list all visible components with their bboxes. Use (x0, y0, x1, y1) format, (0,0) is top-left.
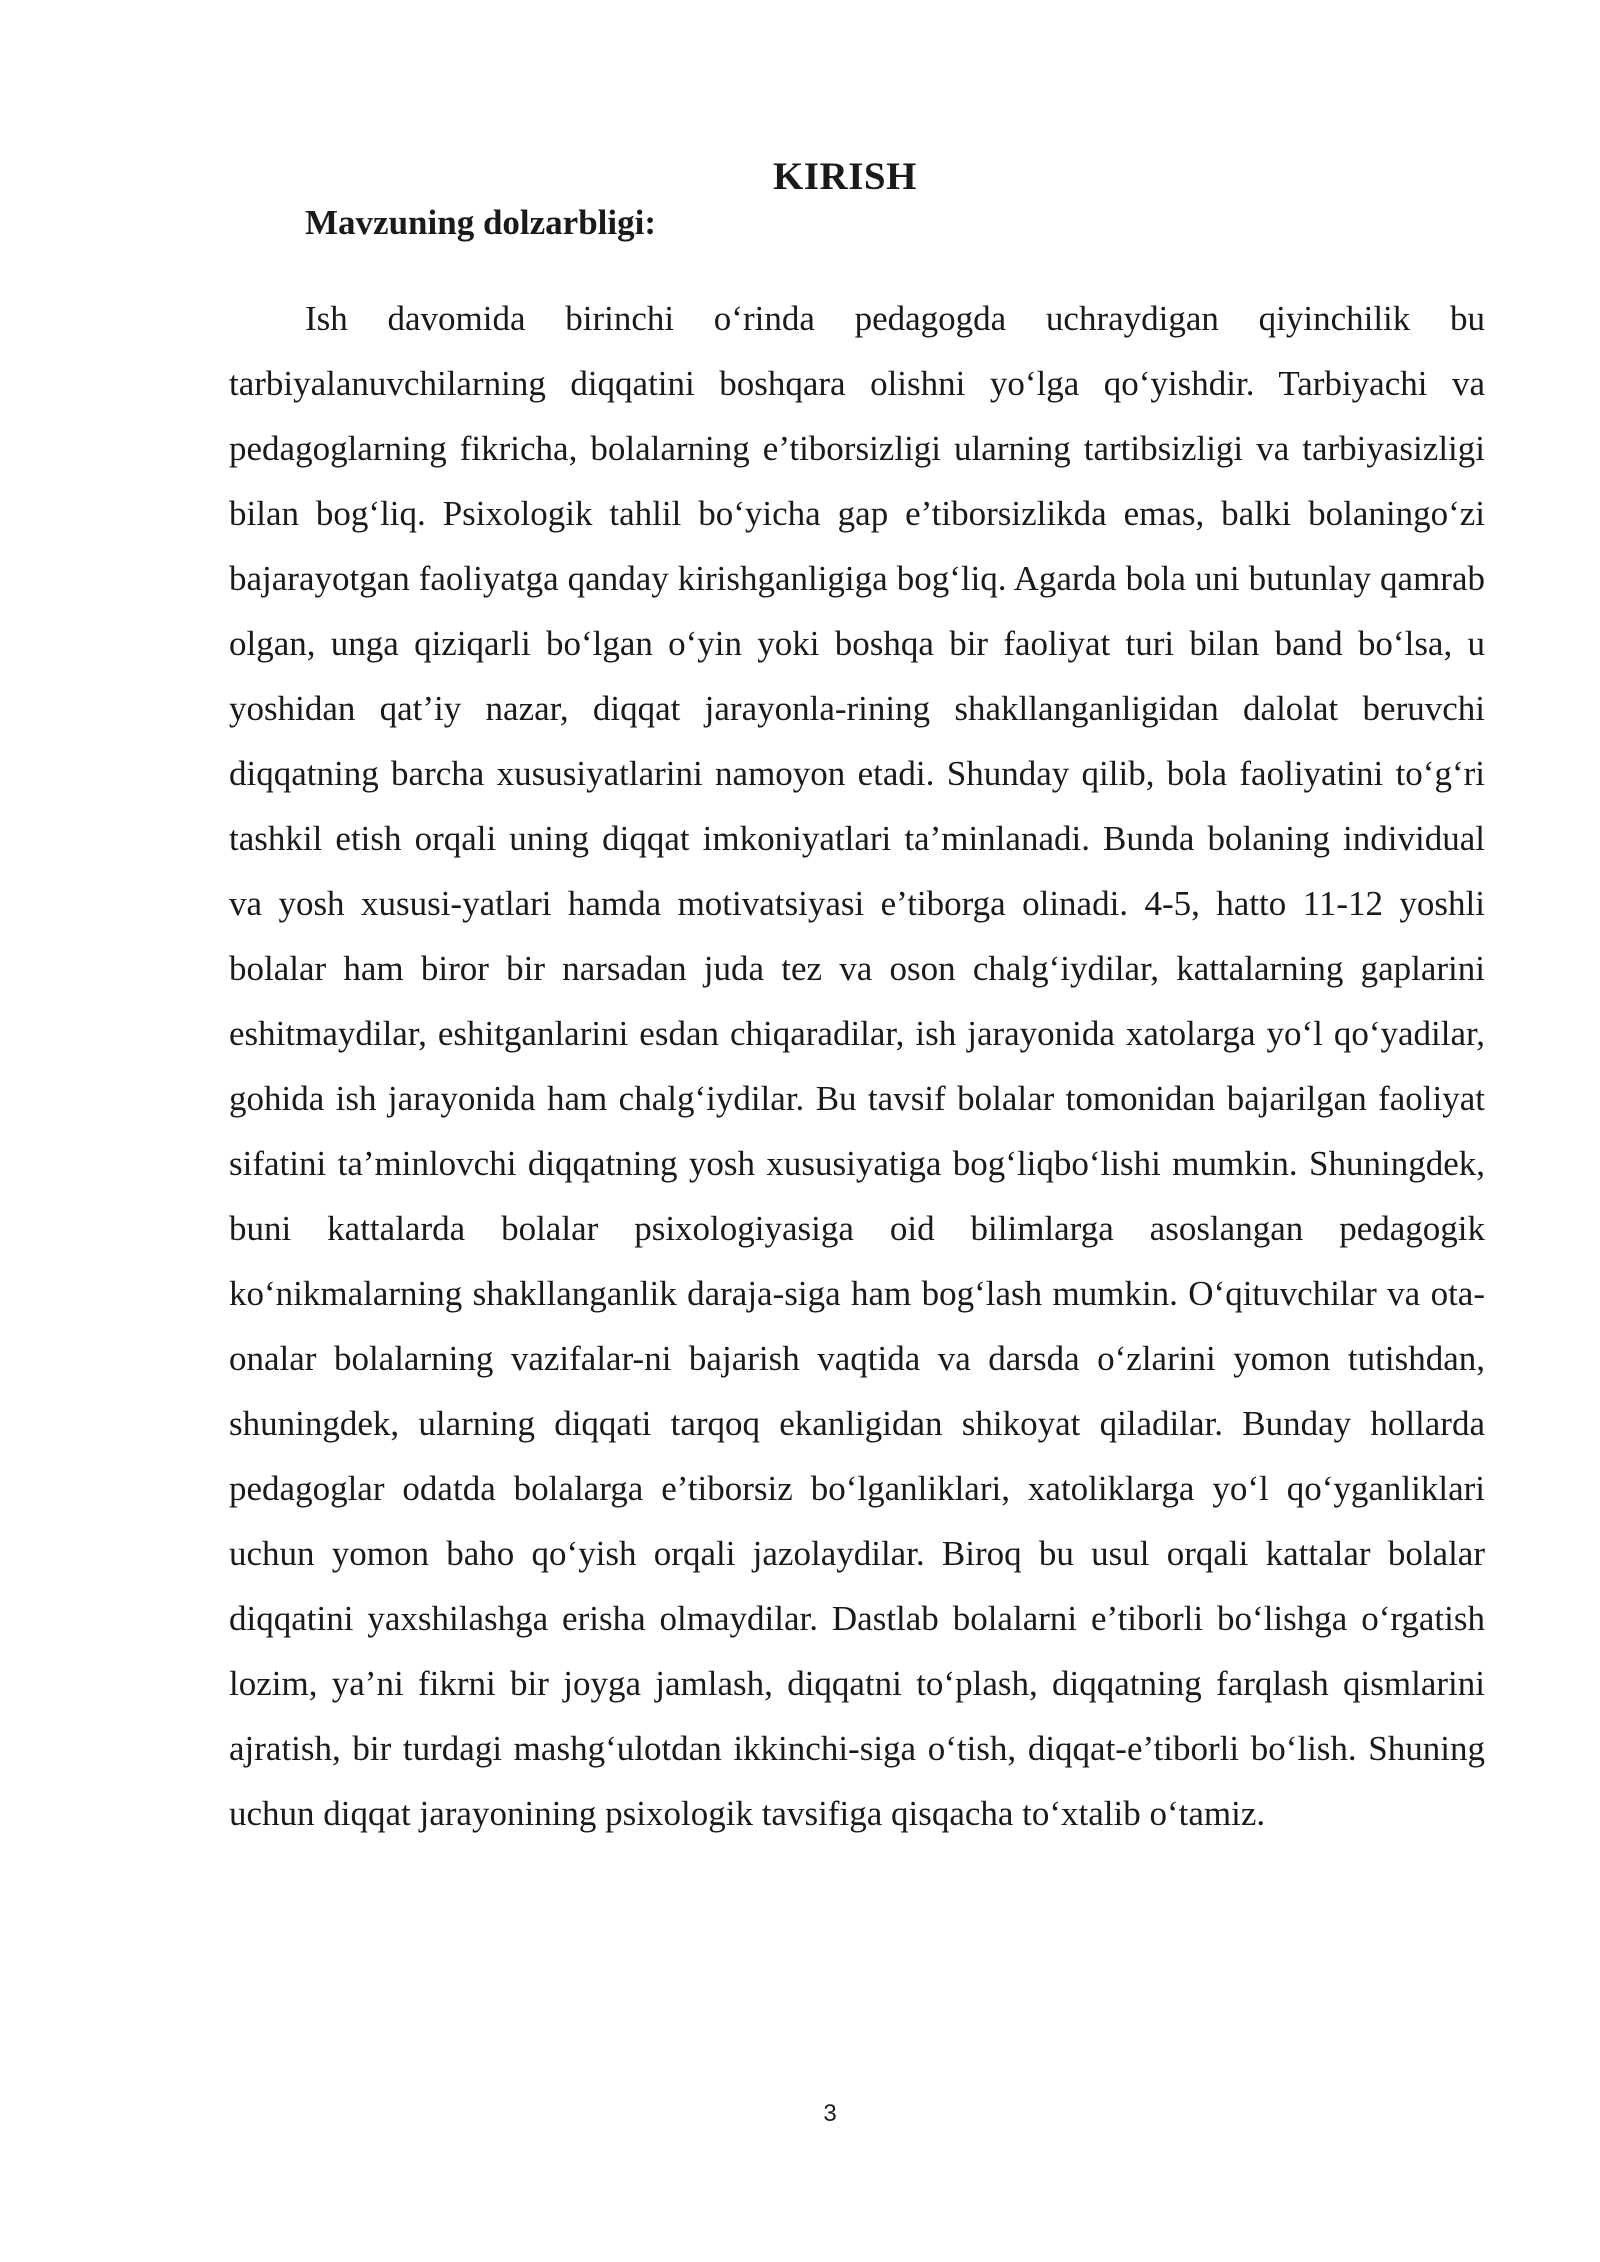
page-number: 3 (823, 2100, 837, 2127)
body-paragraph: Ish davomida birinchi o‘rinda pedagogda uchraydigan qiyinchilik bu tarbiyalanuvchilarning diqqatini boshqara olishni yo‘lga qo‘yishdir. Tarbiyachi va pedagoglarning fikricha, bolalarning e’tiborsizligi ularning tartibsizligi va tarbiyasizligi bilan bog‘liq. Psixologik tahlil bo‘yicha gap e’tiborsizlikda emas, balki bolaningo‘zi bajarayotgan faoliyatga qanday kirishganligiga bog‘liq. Agarda bola uni butunlay qamrab olgan, unga qiziqarli bo‘lgan o‘yin yoki boshqa bir faoliyat turi bilan band bo‘lsa, u yoshidan qat’iy nazar, diqqat jarayonla-rining shakllanganligidan dalolat beruvchi diqqatning barcha xususiyatlarini namoyon etadi. Shunday qilib, bola faoliyatini to‘g‘ri tashkil etish orqali uning diqqat imkoniyatlari ta’minlanadi. Bunda bolaning individual va yosh xususi-yatlari hamda motivatsiyasi e’tiborga olinadi. 4-5, hatto 11-12 yoshli bolalar ham biror bir narsadan juda tez va oson chalg‘iydilar, kattalarning gaplarini eshitmaydilar, eshitganlarini esdan chiqaradilar, ish jarayonida xatolarga yo‘l qo‘yadilar, gohida ish jarayonida ham chalg‘iydilar. Bu tavsif bolalar tomonidan bajarilgan faoliyat sifatini ta’minlovchi diqqatning yosh xususiyatiga bog‘liqbo‘lishi mumkin. Shuningdek, buni kattalarda bolalar psixologiyasiga oid bilimlarga asoslangan pedagogik ko‘nikmalarning shakllanganlik daraja-siga ham bog‘lash mumkin. O‘qituvchilar va ota-onalar bolalarning vazifalar-ni bajarish vaqtida va darsda o‘zlarini yomon tutishdan, shuningdek, ularning diqqati tarqoq ekanligidan shikoyat qiladilar. Bunday hollarda pedagoglar odatda bolalarga e’tiborsiz bo‘lganliklari, xatoliklarga yo‘l qo‘yganliklari uchun yomon baho qo‘yish orqali jazolaydilar. Biroq bu usul orqali kattalar bolalar diqqatini yaxshilashga erisha olmaydilar. Dastlab bolalarni e’tiborli bo‘lishga o‘rgatish lozim, ya’ni fikrni bir joyga jamlash, diqqatni to‘plash, diqqatning farqlash qismlarini ajratish, bir turdagi mashg‘ulotdan ikkinchi-siga o‘tish, diqqat-e’tiborli bo‘lish. Shuning uchun diqqat jarayonining psixologik tavsifiga qisqacha to‘xtalib o‘tamiz. (229, 299, 1485, 1833)
section-subtitle: Mavzuning dolzarbligi: (305, 203, 656, 242)
page-title: KIRISH (773, 155, 917, 198)
